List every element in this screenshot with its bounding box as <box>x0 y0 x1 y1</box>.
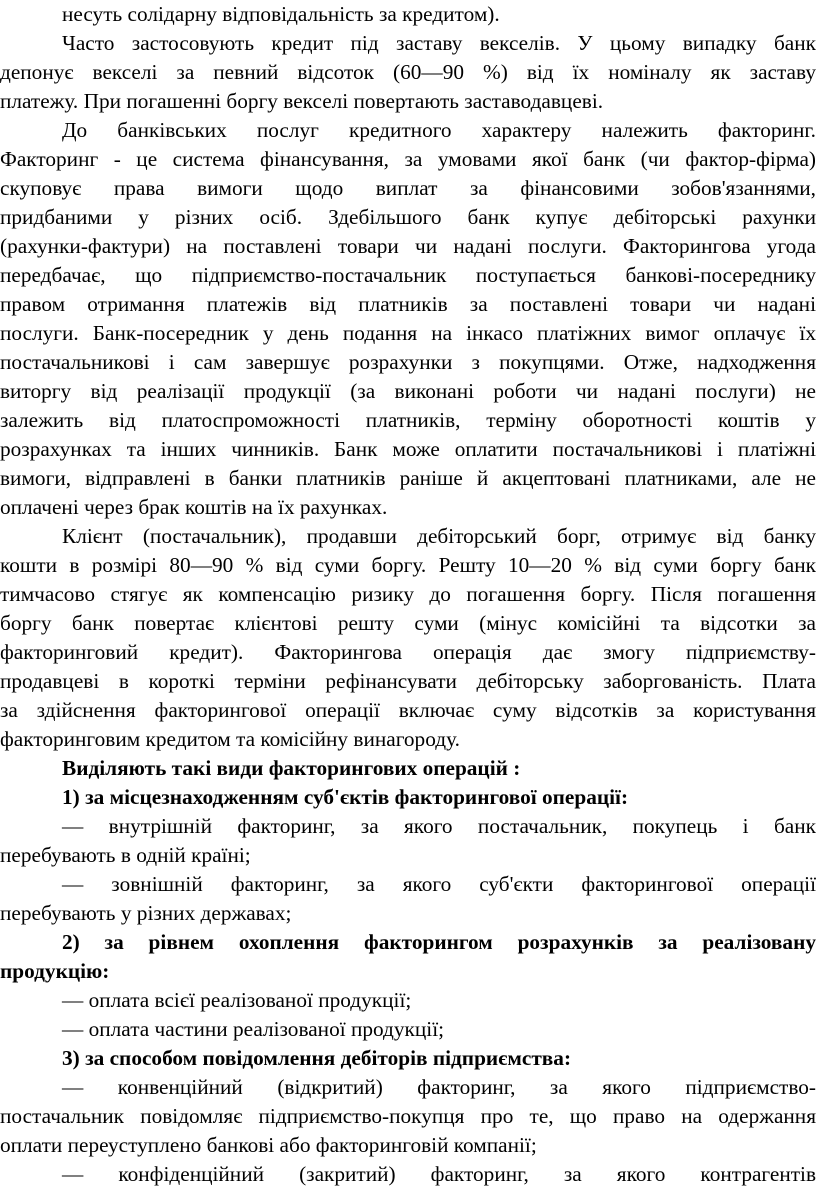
section-heading: Виділяють такі види факторингових операцій : <box>62 756 521 780</box>
text-line: (рахунки-фактури) на поставлені товари чи надані послуги. Факторингова угода <box>0 234 816 258</box>
list-item: — оплата всієї реалізованої продукції; <box>62 988 412 1012</box>
list-item: — конфіденційний (закритий) факторинг, за якого контрагентів <box>62 1162 816 1186</box>
text-line: продавцеві в короткі терміни рефінансувати дебіторську заборгованість. Плата <box>0 669 816 693</box>
text-line: розрахунках та інших чинників. Банк може оплатити постачальникові і платіжні <box>0 437 816 461</box>
text-line: передбачає, що підприємство-постачальник поступається банкові-посереднику <box>0 263 816 287</box>
text-line: кошти в розмірі 80—90 % від суми боргу. Решту 10—20 % від суми боргу банк <box>0 553 816 577</box>
list-item: — зовнішній факторинг, за якого суб'єкти факторингової операції <box>62 872 816 896</box>
text-line: перебувають у різних державах; <box>0 901 292 925</box>
text-line: факторинговий кредит). Факторингова операція дає змогу підприємству- <box>0 640 816 664</box>
list-item: — конвенційний (відкритий) факторинг, за якого підприємство- <box>62 1075 816 1099</box>
text-line: послуги. Банк-посередник у день подання на інкасо платіжних вимог оплачує їх <box>0 321 816 345</box>
text-line: правом отримання платежів від платників за поставлені товари чи надані <box>0 292 816 316</box>
text-line: тимчасово стягує як компенсацію ризику до погашення боргу. Після погашення <box>0 582 816 606</box>
text-line: депонує векселі за певний відсоток (60—90 %) від їх номіналу як заставу <box>0 60 816 84</box>
text-line: за здійснення факторингової операції включає суму відсотків за користування <box>0 698 816 722</box>
text-line: скуповує права вимоги щодо виплат за фінансовими зобов'язаннями, <box>0 176 816 200</box>
text-line: факторинговим кредитом та комісійну винагороду. <box>0 727 460 751</box>
section-heading: 1) за місцезнаходженням суб'єктів факторингової операції: <box>62 785 629 809</box>
text-line: постачальник повідомляє підприємство-покупця про те, що право на одержання <box>0 1104 816 1128</box>
text-line: перебувають в одній країні; <box>0 843 251 867</box>
text-line: оплачені через брак коштів на їх рахунках. <box>0 495 388 519</box>
text-line: постачальникові і сам завершує розрахунки з покупцями. Отже, надходження <box>0 350 816 374</box>
text-line: оплати переуступлено банкові або факторинговій компанії; <box>0 1133 537 1157</box>
text-line: залежить від платоспроможності платників, терміну оборотності коштів у <box>0 408 816 432</box>
text-line: До банківських послуг кредитного характеру належить факторинг. <box>62 118 816 142</box>
list-item: — оплата частини реалізованої продукції; <box>62 1017 445 1041</box>
text-line: Факторинг - це система фінансування, за умовами якої банк (чи фактор-фірма) <box>0 147 816 171</box>
section-heading: 2) за рівнем охоплення факторингом розрахунків за реалізовану <box>62 930 816 954</box>
text-line: Клієнт (постачальник), продавши дебіторський борг, отримує від банку <box>62 524 816 548</box>
section-heading: 3) за способом повідомлення дебіторів підприємства: <box>62 1046 572 1070</box>
text-line: виторгу від реалізації продукції (за виконані роботи чи надані послуги) не <box>0 379 816 403</box>
text-line: придбаними у різних осіб. Здебільшого банк купує дебіторські рахунки <box>0 205 816 229</box>
list-item: — внутрішній факторинг, за якого постачальник, покупець і банк <box>62 814 816 838</box>
section-heading: продукцію: <box>0 959 110 983</box>
text-line: боргу банк повертає клієнтові решту суми (мінус комісійні та відсотки за <box>0 611 816 635</box>
text-line: вимоги, відправлені в банки платників раніше й акцептовані платниками, але не <box>0 466 816 490</box>
text-line: платежу. При погашенні боргу векселі повертають заставодавцеві. <box>0 89 604 113</box>
text-line: несуть солідарну відповідальність за кредитом). <box>62 2 500 26</box>
text-line: Часто застосовують кредит під заставу векселів. У цьому випадку банк <box>62 31 816 55</box>
